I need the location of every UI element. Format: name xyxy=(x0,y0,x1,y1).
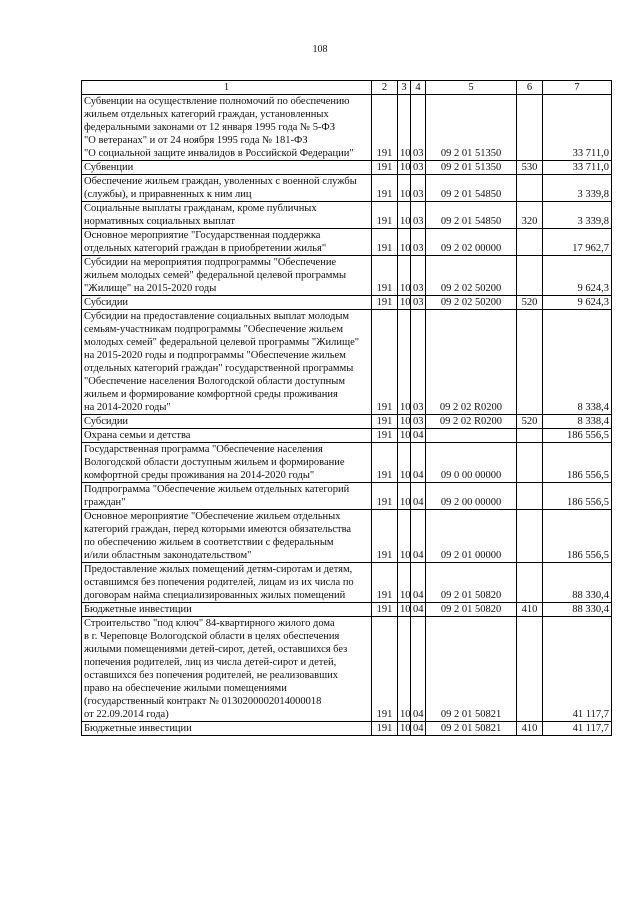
description-line: договорам найма специализированных жилых помещений xyxy=(84,590,346,601)
expense-type-code xyxy=(517,310,543,415)
description-line: Обеспечение жильем граждан, уволенных с военной службы xyxy=(84,176,357,187)
section-code: 10 xyxy=(398,443,411,483)
description-line: Основное мероприятие "Государственная поддержка xyxy=(84,230,321,241)
expense-type-code: 410 xyxy=(517,603,543,617)
target-article-code: 09 2 01 50821 xyxy=(426,722,517,736)
description-line: оставшимся без попечения родителей, лицам из их числа по xyxy=(84,577,354,588)
table-row xyxy=(82,510,612,563)
subsection-code: 04 xyxy=(411,429,426,443)
expense-type-code xyxy=(517,429,543,443)
table-row xyxy=(82,202,612,229)
row-description xyxy=(82,161,372,175)
description-line: Субсидии xyxy=(84,297,129,308)
ministry-code: 191 xyxy=(372,429,398,443)
header-cell: 3 xyxy=(398,81,411,95)
description-line: от 22.09.2014 года) xyxy=(84,709,169,720)
expense-type-code xyxy=(517,617,543,722)
description-line: "О социальной защите инвалидов в Российской Федерации" xyxy=(84,148,354,159)
header-cell: 7 xyxy=(543,81,612,95)
description-line: Охрана семьи и детства xyxy=(84,430,191,441)
expense-type-code: 410 xyxy=(517,722,543,736)
target-article-code: 09 2 01 51350 xyxy=(426,161,517,175)
section-code: 10 xyxy=(398,296,411,310)
section-code: 10 xyxy=(398,510,411,563)
row-description xyxy=(82,256,372,296)
target-article-code xyxy=(426,429,517,443)
description-line: Субсидии на мероприятия подпрограммы "Обеспечение xyxy=(84,257,337,268)
row-description xyxy=(82,95,372,161)
description-line: Социальные выплаты гражданам, кроме публичных xyxy=(84,203,317,214)
description-line: нормативных социальных выплат xyxy=(84,216,235,227)
description-line: отдельных категорий граждан в приобретении жилья" xyxy=(84,243,327,254)
section-code: 10 xyxy=(398,175,411,202)
description-line: Вологодской области доступным жильем и формирование xyxy=(84,457,345,468)
section-code: 10 xyxy=(398,603,411,617)
description-line: "О ветеранах" и от 24 ноября 1995 года № 181-ФЗ xyxy=(84,135,308,146)
description-line: федеральными законами от 12 января 1995 года № 5-ФЗ xyxy=(84,122,335,133)
description-line: жилыми помещениями детей-сирот, детей, оставшихся без xyxy=(84,644,348,655)
amount: 41 117,7 xyxy=(543,617,612,722)
description-line: жильем и формирование комфортной среды проживания xyxy=(84,389,338,400)
amount: 3 339,8 xyxy=(543,175,612,202)
amount: 186 556,5 xyxy=(543,443,612,483)
table-row xyxy=(82,310,612,415)
amount: 8 338,4 xyxy=(543,310,612,415)
table-row xyxy=(82,603,612,617)
table-row xyxy=(82,429,612,443)
description-line: Субвенции xyxy=(84,162,134,173)
description-line: Государственная программа "Обеспечение населения xyxy=(84,444,323,455)
ministry-code: 191 xyxy=(372,443,398,483)
ministry-code: 191 xyxy=(372,202,398,229)
description-line: Бюджетные инвестиции xyxy=(84,723,192,734)
description-line: на 2015-2020 годы и подпрограммы "Обеспечение жильем xyxy=(84,350,346,361)
description-line: "Жилище" на 2015-2020 годы xyxy=(84,283,217,294)
ministry-code: 191 xyxy=(372,256,398,296)
row-description xyxy=(82,722,372,736)
ministry-code: 191 xyxy=(372,563,398,603)
header-cell: 2 xyxy=(372,81,398,95)
row-description xyxy=(82,175,372,202)
description-line: семьям-участникам подпрограммы "Обеспечение жильем xyxy=(84,324,343,335)
expense-type-code xyxy=(517,563,543,603)
table-row xyxy=(82,483,612,510)
expense-type-code xyxy=(517,510,543,563)
description-line: на 2014-2020 годы" xyxy=(84,402,171,413)
row-description xyxy=(82,510,372,563)
row-description xyxy=(82,483,372,510)
row-description xyxy=(82,617,372,722)
section-code: 10 xyxy=(398,161,411,175)
description-line: Бюджетные инвестиции xyxy=(84,604,192,615)
description-line: (службы), и приравненных к ним лиц xyxy=(84,189,252,200)
subsection-code: 03 xyxy=(411,415,426,429)
description-line: по обеспечению жильем в соответствии с федеральным xyxy=(84,537,334,548)
header-cell: 4 xyxy=(411,81,426,95)
row-description xyxy=(82,443,372,483)
description-line: Подпрограмма "Обеспечение жильем отдельных категорий xyxy=(84,484,350,495)
description-line: оставшихся без попечения родителей, не реализовавших xyxy=(84,670,339,681)
expense-type-code xyxy=(517,483,543,510)
description-line: комфортной среды проживания на 2014-2020 годы" xyxy=(84,470,315,481)
ministry-code: 191 xyxy=(372,415,398,429)
amount: 186 556,5 xyxy=(543,483,612,510)
row-description xyxy=(82,429,372,443)
description-line: молодых семей" федеральной целевой программы "Жилище" xyxy=(84,337,360,348)
subsection-code: 03 xyxy=(411,256,426,296)
row-description xyxy=(82,603,372,617)
subsection-code: 04 xyxy=(411,563,426,603)
amount: 88 330,4 xyxy=(543,563,612,603)
description-line: Субвенции на осуществление полномочий по обеспечению xyxy=(84,96,350,107)
target-article-code: 09 2 02 50200 xyxy=(426,296,517,310)
target-article-code: 09 2 01 50820 xyxy=(426,563,517,603)
subsection-code: 04 xyxy=(411,443,426,483)
row-description xyxy=(82,415,372,429)
table-row xyxy=(82,256,612,296)
section-code: 10 xyxy=(398,202,411,229)
subsection-code: 03 xyxy=(411,310,426,415)
amount: 9 624,3 xyxy=(543,256,612,296)
table-row xyxy=(82,296,612,310)
subsection-code: 04 xyxy=(411,603,426,617)
target-article-code: 09 2 02 50200 xyxy=(426,256,517,296)
header-cell: 1 xyxy=(82,81,372,95)
table-row xyxy=(82,563,612,603)
target-article-code: 09 2 02 R0200 xyxy=(426,415,517,429)
section-code: 10 xyxy=(398,229,411,256)
subsection-code: 03 xyxy=(411,175,426,202)
amount: 186 556,5 xyxy=(543,429,612,443)
section-code: 10 xyxy=(398,483,411,510)
description-line: жильем отдельных категорий граждан, установленных xyxy=(84,109,329,120)
amount: 8 338,4 xyxy=(543,415,612,429)
row-description xyxy=(82,310,372,415)
description-line: в г. Череповце Вологодской области в целях обеспечения xyxy=(84,631,340,642)
description-line: (государственный контракт № 0130200002014000018 xyxy=(84,696,322,707)
target-article-code: 09 2 01 00000 xyxy=(426,510,517,563)
description-line: Основное мероприятие "Обеспечение жильем отдельных xyxy=(84,511,341,522)
table-row xyxy=(82,415,612,429)
description-line: Субсидии xyxy=(84,416,129,427)
ministry-code: 191 xyxy=(372,510,398,563)
description-line: Строительство "под ключ" 84-квартирного жилого дома xyxy=(84,618,335,629)
ministry-code: 191 xyxy=(372,95,398,161)
ministry-code: 191 xyxy=(372,175,398,202)
target-article-code: 09 2 01 50821 xyxy=(426,617,517,722)
table-row xyxy=(82,229,612,256)
amount: 17 962,7 xyxy=(543,229,612,256)
ministry-code: 191 xyxy=(372,229,398,256)
subsection-code: 04 xyxy=(411,617,426,722)
expense-type-code: 320 xyxy=(517,202,543,229)
target-article-code: 09 2 01 54850 xyxy=(426,202,517,229)
expense-type-code xyxy=(517,443,543,483)
expense-type-code: 520 xyxy=(517,415,543,429)
amount: 186 556,5 xyxy=(543,510,612,563)
subsection-code: 03 xyxy=(411,161,426,175)
ministry-code: 191 xyxy=(372,310,398,415)
expense-type-code xyxy=(517,175,543,202)
expense-type-code xyxy=(517,229,543,256)
ministry-code: 191 xyxy=(372,722,398,736)
description-line: отдельных категорий граждан" государственной программы xyxy=(84,363,354,374)
subsection-code: 04 xyxy=(411,510,426,563)
target-article-code: 09 0 00 00000 xyxy=(426,443,517,483)
target-article-code: 09 2 01 51350 xyxy=(426,95,517,161)
description-line: граждан" xyxy=(84,497,126,508)
table-row xyxy=(82,95,612,161)
subsection-code: 03 xyxy=(411,202,426,229)
row-description xyxy=(82,202,372,229)
amount: 33 711,0 xyxy=(543,95,612,161)
target-article-code: 09 2 01 50820 xyxy=(426,603,517,617)
description-line: и/или областным законодательством" xyxy=(84,550,252,561)
amount: 41 117,7 xyxy=(543,722,612,736)
target-article-code: 09 2 01 54850 xyxy=(426,175,517,202)
description-line: Субсидии на предоставление социальных выплат молодым xyxy=(84,311,350,322)
table-row xyxy=(82,722,612,736)
row-description xyxy=(82,229,372,256)
table-row xyxy=(82,161,612,175)
page-number: 108 xyxy=(312,44,328,55)
section-code: 10 xyxy=(398,429,411,443)
target-article-code: 09 2 02 R0200 xyxy=(426,310,517,415)
table-row xyxy=(82,617,612,722)
ministry-code: 191 xyxy=(372,161,398,175)
expense-type-code xyxy=(517,256,543,296)
subsection-code: 03 xyxy=(411,296,426,310)
section-code: 10 xyxy=(398,563,411,603)
ministry-code: 191 xyxy=(372,617,398,722)
expense-type-code: 530 xyxy=(517,161,543,175)
header-cell: 6 xyxy=(517,81,543,95)
amount: 88 330,4 xyxy=(543,603,612,617)
expense-type-code: 520 xyxy=(517,296,543,310)
table-header-row xyxy=(82,81,612,95)
section-code: 10 xyxy=(398,415,411,429)
subsection-code: 03 xyxy=(411,95,426,161)
subsection-code: 04 xyxy=(411,483,426,510)
ministry-code: 191 xyxy=(372,603,398,617)
description-line: "Обеспечение населения Вологодской области доступным xyxy=(84,376,345,387)
section-code: 10 xyxy=(398,617,411,722)
amount: 33 711,0 xyxy=(543,161,612,175)
row-description xyxy=(82,296,372,310)
table-row xyxy=(82,175,612,202)
row-description xyxy=(82,563,372,603)
ministry-code: 191 xyxy=(372,483,398,510)
section-code: 10 xyxy=(398,310,411,415)
amount: 3 339,8 xyxy=(543,202,612,229)
target-article-code: 09 2 02 00000 xyxy=(426,229,517,256)
section-code: 10 xyxy=(398,95,411,161)
header-cell: 5 xyxy=(426,81,517,95)
description-line: категорий граждан, перед которыми имеются обязательства xyxy=(84,524,352,535)
description-line: право на обеспечение жилыми помещениями xyxy=(84,683,287,694)
section-code: 10 xyxy=(398,722,411,736)
ministry-code: 191 xyxy=(372,296,398,310)
description-line: жильем молодых семей" федеральной целевой программы xyxy=(84,270,347,281)
budget-table xyxy=(81,80,612,736)
table-row xyxy=(82,443,612,483)
amount: 9 624,3 xyxy=(543,296,612,310)
target-article-code: 09 2 00 00000 xyxy=(426,483,517,510)
subsection-code: 04 xyxy=(411,722,426,736)
expense-type-code xyxy=(517,95,543,161)
subsection-code: 03 xyxy=(411,229,426,256)
section-code: 10 xyxy=(398,256,411,296)
description-line: попечения родителей, лиц из числа детей-сирот и детей, xyxy=(84,657,337,668)
description-line: Предоставление жилых помещений детям-сиротам и детям, xyxy=(84,564,353,575)
